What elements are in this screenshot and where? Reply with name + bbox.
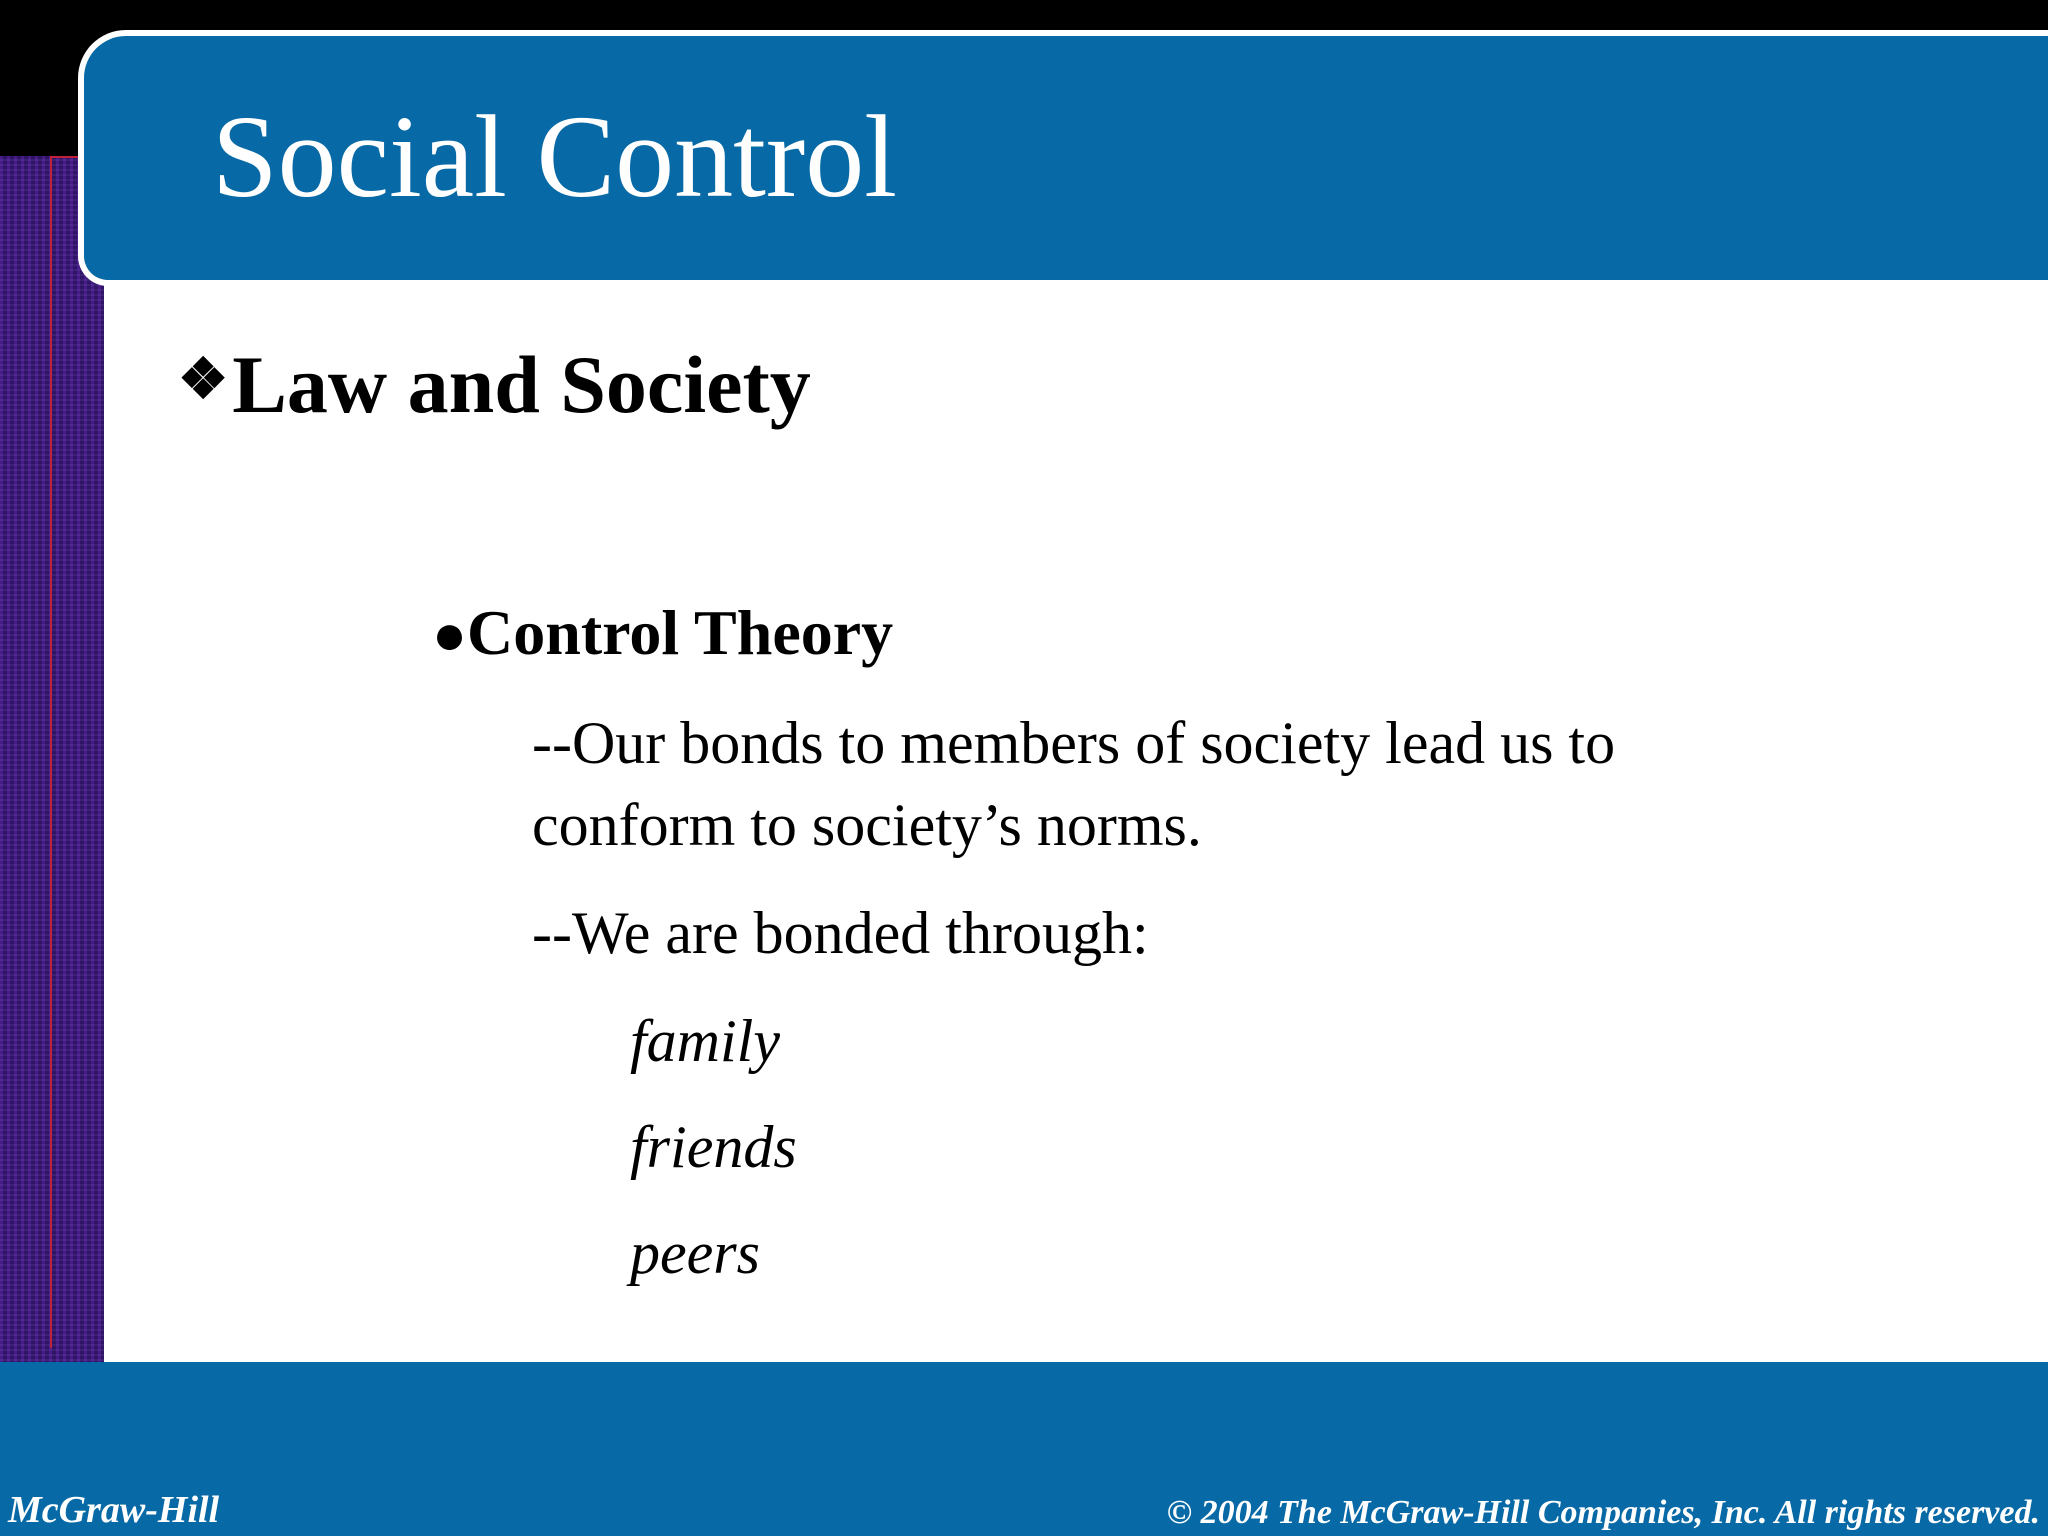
section-heading-text: Law and Society xyxy=(232,339,811,430)
round-bullet-icon: ● xyxy=(432,602,468,667)
diamond-bullet-icon: ❖ xyxy=(178,349,229,411)
list-item-family: family xyxy=(630,1008,780,1074)
slide-title: Social Control xyxy=(212,91,898,222)
section-heading xyxy=(178,340,811,430)
publisher-name: McGraw-Hill xyxy=(8,1489,220,1531)
decorative-red-frame xyxy=(50,156,110,1348)
body-line-1: --Our bonds to members of society lead us to xyxy=(532,710,1616,776)
list-item-peers: peers xyxy=(630,1220,760,1286)
list-item-friends: friends xyxy=(630,1114,797,1180)
body-line-3: --We are bonded through: xyxy=(532,900,1149,966)
subheading-text: Control Theory xyxy=(467,597,894,668)
copyright-notice: © 2004 The McGraw-Hill Companies, Inc. All rights reserved. xyxy=(1166,1494,2040,1531)
footer-bar xyxy=(0,1362,2048,1536)
subheading xyxy=(432,598,893,668)
body-line-2: conform to society’s norms. xyxy=(532,792,1202,858)
